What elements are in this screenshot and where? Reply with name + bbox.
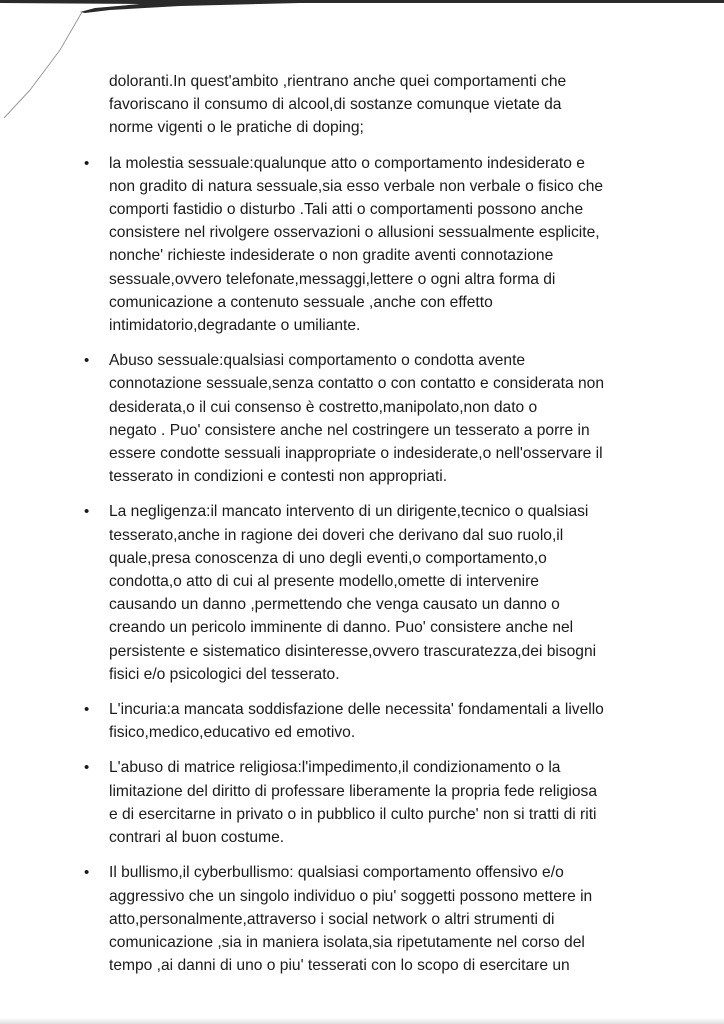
list-item-molestia-sessuale (84, 152, 680, 338)
text-line: atto,personalmente,attraverso i social network o altri strumenti di (109, 910, 555, 928)
list-item-negligenza (84, 500, 680, 686)
text-line: creando un pericolo imminente di danno. Puo' consistere anche nel (109, 619, 574, 637)
text-line: connotazione sessuale,senza contatto o con contatto e considerata non (109, 375, 605, 393)
document-body (84, 70, 680, 977)
text-line: L'abuso di matrice religiosa:l'impedimento,il condizionamento o la (109, 759, 561, 777)
text-line: quale,presa conoscenza di uno degli eventi,o comportamento,o (109, 549, 547, 567)
text-line: fisico,medico,educativo ed emotivo. (109, 724, 356, 742)
text-line: contrari al buon costume. (109, 829, 285, 847)
text-line: la molestia sessuale:qualunque atto o comportamento indesiderato e (109, 154, 585, 172)
text-line: intimidatorio,degradante o umiliante. (109, 317, 361, 335)
bullet-icon: • (84, 503, 90, 521)
text-line: nonche' richieste indesiderate o non gradite aventi connotazione (109, 247, 554, 265)
text-line: persistente e sistematico disinteresse,ovvero trascuratezza,dei bisogni (109, 642, 597, 660)
text-line: La negligenza:il mancato intervento di un dirigente,tecnico o qualsiasi (109, 503, 589, 521)
text-line: fisici e/o psicologici del tesserato. (109, 665, 340, 683)
text-line: comporti fastidio o disturbo .Tali atti o comportamenti possono anche (109, 201, 584, 219)
bullet-icon: • (84, 154, 90, 172)
text-line: Abuso sessuale:qualsiasi comportamento o condotta avente (109, 352, 526, 370)
bullet-icon: • (84, 864, 90, 882)
text-line: Il bullismo,il cyberbullismo: qualsiasi comportamento offensivo e/o (109, 864, 564, 882)
text-line: tempo ,ai danni di uno o piu' tesserati con lo scopo di esercitare un (109, 957, 570, 975)
text-line: negato . Puo' consistere anche nel costringere un tesserato a porre in (109, 421, 590, 439)
scan-corner-fold (0, 0, 90, 130)
bullet-icon: • (84, 352, 90, 370)
text-line: norme vigenti o le pratiche di doping; (109, 119, 364, 137)
text-line: L'incuria:a mancata soddisfazione delle necessita' fondamentali a livello (109, 701, 604, 719)
list-item-bullismo (84, 861, 680, 977)
text-line: sessuale,ovvero telefonate,messaggi,lettere o ogni altra forma di (109, 270, 556, 288)
list-item-abuso-sessuale (84, 349, 680, 488)
text-line: e di esercitarne in privato o in pubblico il culto purche' non si tratti di riti (109, 805, 597, 823)
scan-bottom-edge (0, 1018, 724, 1024)
bullet-icon: • (84, 759, 90, 777)
text-line: tesserato,anche in ragione dei doveri che derivano dal suo ruolo,il (109, 526, 564, 544)
text-line: doloranti.In quest'ambito ,rientrano anche quei comportamenti che (109, 73, 567, 90)
bullet-icon: • (84, 701, 90, 719)
text-line: favoriscano il consumo di alcool,di sostanze comunque vietate da (109, 96, 562, 114)
scan-top-edge (0, 0, 724, 14)
text-line: comunicazione a contenuto sessuale ,anche con effetto (109, 293, 493, 311)
text-line: non gradito di natura sessuale,sia esso verbale non verbale o fisico che (109, 177, 604, 195)
text-line: desiderata,o il cui consenso è costretto,manipolato,non dato o (109, 398, 538, 416)
text-line: tesserato in condizioni e contesti non appropriati. (109, 468, 448, 486)
text-line: limitazione del diritto di professare liberamente la propria fede religiosa (109, 782, 597, 800)
text-line: consistere nel rivolgere osservazioni o allusioni sessualmente esplicite, (109, 224, 600, 242)
text-line: comunicazione ,sia in maniera isolata,sia ripetutamente nel corso del (109, 933, 585, 951)
text-line: essere condotte sessuali inappropriate o indesiderate,o nell'osservare il (109, 445, 603, 463)
text-line: causando un danno ,permettendo che venga causato un danno o (109, 596, 560, 614)
continuation-paragraph (84, 70, 680, 140)
list-item-abuso-religioso (84, 756, 680, 849)
text-line: aggressivo che un singolo individuo o piu' soggetti possono mettere in (109, 887, 593, 905)
text-line: condotta,o atto di cui al presente modello,omette di intervenire (109, 573, 539, 591)
list-item-incuria (84, 698, 680, 744)
